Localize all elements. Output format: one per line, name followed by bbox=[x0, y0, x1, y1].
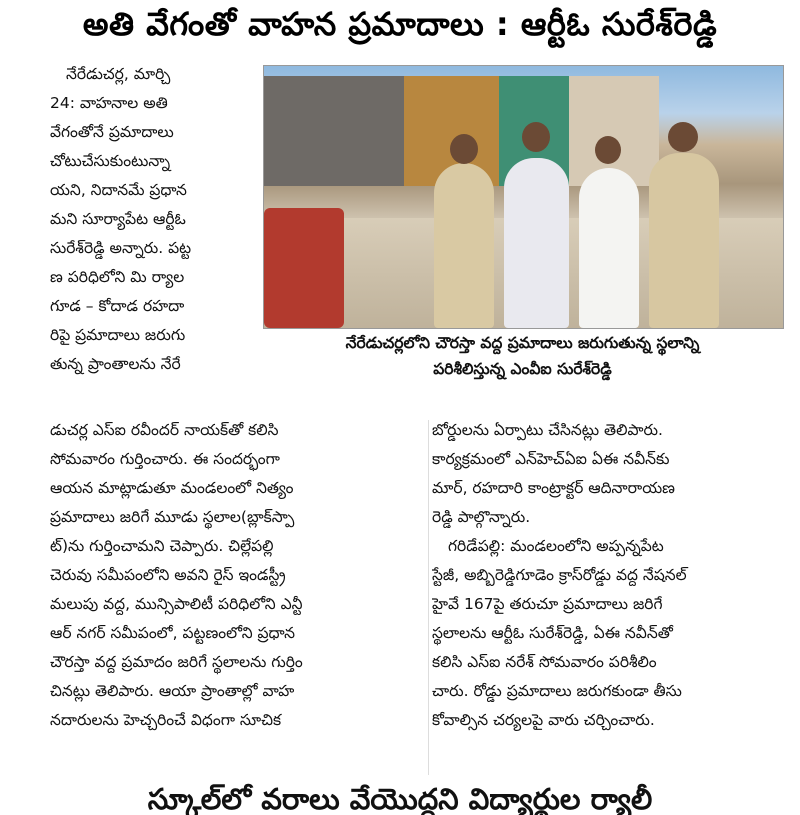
text-line: చినట్లు తెలిపారు. ఆయా ప్రాంతాల్లో వాహ bbox=[50, 682, 295, 700]
text-line: యని, నిదానమే ప్రధాన bbox=[50, 181, 187, 199]
article-intro-column bbox=[50, 60, 256, 379]
headline: అతి వేగంతో వాహన ప్రమాదాలు : ఆర్టీఓ సురేశ్‌రెడ్డి bbox=[82, 5, 718, 43]
text-line: ప్రమాదాలు జరిగే మూడు స్థలాల(బ్లాక్‌స్పా bbox=[50, 508, 295, 526]
person-head bbox=[595, 136, 621, 164]
shop-front bbox=[264, 76, 404, 186]
text-line: మలుపు వద్ద, మున్సిపాలిటీ పరిధిలోని ఎన్టీ bbox=[50, 595, 303, 613]
text-line: వేగంతోనే ప్రమాదాలు bbox=[50, 123, 174, 141]
text-line: ఆర్ నగర్ సమీపంలో, పట్టణంలోని ప్రధాన bbox=[50, 624, 296, 642]
text-line: స్థలాలను ఆర్టీఓ సురేశ్‌రెడ్డి, ఏఈ నవీన్‌తో bbox=[432, 624, 673, 642]
text-line: కలిసి ఎస్‌ఐ నరేశ్ సోమవారం పరిశీలిం bbox=[432, 653, 657, 671]
text-line: చౌరస్తా వద్ద ప్రమాదం జరిగే స్థలాలను గుర్తిం bbox=[50, 653, 303, 671]
person-head bbox=[450, 134, 478, 164]
text-line: చోటుచేసుకుంటున్నా bbox=[50, 152, 171, 170]
text-line: మని సూర్యాపేట ఆర్టీఓ bbox=[50, 210, 186, 228]
caption-line: పరిశీలిస్తున్న ఎంవీఐ సురేశ్‌రెడ్డి bbox=[433, 360, 612, 378]
text-line: ట్)ను గుర్తించామని చెప్పారు. చిల్లేపల్లి bbox=[50, 537, 274, 555]
text-line: సురేశ్‌రెడ్డి అన్నారు. పట్ట bbox=[50, 239, 192, 257]
text-line: బోర్డులను ఏర్పాటు చేసినట్లు తెలిపారు. bbox=[432, 421, 663, 439]
person bbox=[649, 153, 719, 328]
text-line: రెడ్డి పాల్గొన్నారు. bbox=[432, 508, 531, 526]
text-line: చెరువు సమీపంలోని అవని రైస్ ఇండస్ట్రీ bbox=[50, 566, 286, 584]
person bbox=[434, 163, 494, 328]
text-line: చారు. రోడ్డు ప్రమాదాలు జరుగకుండా తీసు bbox=[432, 682, 682, 700]
text-line: స్టేజీ, అబ్బిరెడ్డిగూడెం క్రాస్‌రోడ్డు వద్ద నేషనల్ bbox=[432, 566, 687, 584]
text-line: సోమవారం గుర్తించారు. ఈ సందర్భంగా bbox=[50, 450, 280, 468]
photo-caption bbox=[263, 330, 782, 382]
text-line: నదారులను హెచ్చరించే విధంగా సూచిక bbox=[50, 711, 282, 729]
person-head bbox=[668, 122, 698, 152]
text-line: మార్, రహదారి కాంట్రాక్టర్ ఆదినారాయణ bbox=[432, 479, 675, 497]
person-head bbox=[522, 122, 550, 152]
text-line: ఆయన మాట్లాడుతూ మండలంలో నిత్యం bbox=[50, 479, 294, 497]
caption-line: నేరేడుచర్లలోని చౌరస్తా వద్ద ప్రమాదాలు జరుగుతున్న స్థలాన్ని bbox=[345, 334, 700, 352]
next-headline: స్కూల్‌లో వరాలు వేయొద్దని విద్యార్థుల ర్యాలీ bbox=[147, 782, 653, 815]
article-body-left bbox=[50, 416, 426, 735]
text-line: ణ పరిధిలోని మి ర్యాల bbox=[50, 268, 185, 286]
news-photo bbox=[263, 65, 784, 329]
article-body-right bbox=[432, 416, 782, 735]
text-line: 24: వాహనాల అతి bbox=[50, 94, 168, 112]
text-line: గూడ – కోదాడ రహదా bbox=[50, 297, 185, 315]
text-line: హైవే 167పై తరుచూ ప్రమాదాలు జరిగే bbox=[432, 595, 663, 613]
person bbox=[504, 158, 569, 328]
motorbike bbox=[264, 208, 344, 328]
text-line: రిపై ప్రమాదాలు జరుగు bbox=[50, 326, 186, 344]
text-line: నేరేడుచర్ల, మార్చి bbox=[66, 65, 171, 83]
person bbox=[579, 168, 639, 328]
text-line: కోవాల్సిన చర్యలపై వారు చర్చించారు. bbox=[432, 711, 655, 729]
text-line: డుచర్ల ఎస్‌ఐ రవీందర్ నాయక్‌తో కలిసి bbox=[50, 421, 279, 439]
text-line: తున్న ప్రాంతాలను నేరే bbox=[50, 355, 181, 373]
text-line: కార్యక్రమంలో ఎన్‌హెచ్‌ఏఐ ఏఈ నవీన్‌కు bbox=[432, 450, 670, 468]
text-line: గరిడేపల్లి: మండలంలోని అప్పన్నపేట bbox=[448, 537, 664, 555]
column-divider bbox=[428, 420, 429, 775]
